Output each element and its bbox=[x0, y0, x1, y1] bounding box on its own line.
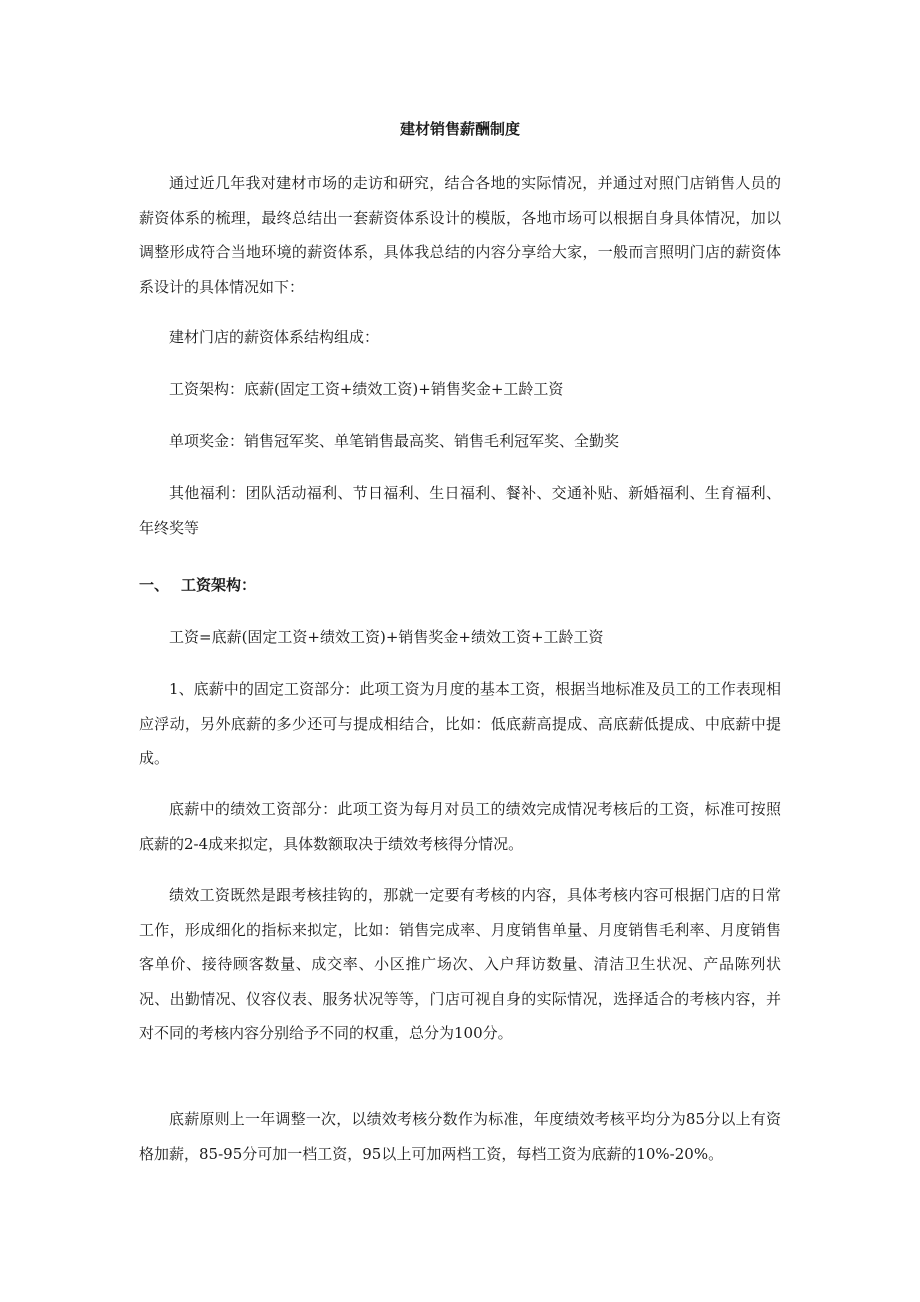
performance-salary-paragraph: 底薪中的绩效工资部分：此项工资为每月对员工的绩效完成情况考核后的工资，标准可按照底薪的2-4成来拟定，具体数额取决于绩效考核得分情况。 bbox=[139, 800, 781, 853]
intro-paragraph: 通过近几年我对建材市场的走访和研究，结合各地的实际情况，并通过对照门店销售人员的薪资体系的梳理，最终总结出一套薪资体系设计的模版，各地市场可以根据自身具体情况，加以调整形成符合当地环境的薪资体系，具体我总结的内容分享给大家，一般而言照明门店的薪资体系设计的具体情况如下： bbox=[139, 174, 781, 296]
salary-structure-paragraph: 工资架构：底薪(固定工资+绩效工资)+销售奖金+工龄工资 bbox=[169, 380, 564, 398]
section-heading bbox=[139, 574, 781, 596]
other-benefits-paragraph: 其他福利：团队活动福利、节日福利、生日福利、餐补、交通补贴、新婚福利、生育福利、年终奖等 bbox=[139, 484, 781, 537]
structure-intro-paragraph: 建材门店的薪资体系结构组成： bbox=[169, 328, 380, 346]
document-title: 建材销售薪酬制度 bbox=[399, 120, 520, 138]
performance-assessment-paragraph: 绩效工资既然是跟考核挂钩的，那就一定要有考核的内容，具体考核内容可根据门店的日常工作，形成细化的指标来拟定，比如：销售完成率、月度销售单量、月度销售毛利率、月度销售客单价、接待顾客数量、成交率、小区推广场次、入户拜访数量、清洁卫生状况、产品陈列状况、出勤情况、仪容仪表、服务状况等等，门店可视自身的实际情况，选择适合的考核内容，并对不同的考核内容分别给予不同的权重，总分为100分。 bbox=[139, 886, 781, 1042]
section-heading-text: 工资架构： bbox=[181, 576, 257, 594]
section-number: 一、 bbox=[139, 576, 170, 594]
salary-formula-paragraph: 工资=底薪(固定工资+绩效工资)+销售奖金+绩效工资+工龄工资 bbox=[169, 628, 604, 646]
single-bonus-paragraph: 单项奖金：销售冠军奖、单笔销售最高奖、销售毛利冠军奖、全勤奖 bbox=[169, 432, 620, 450]
fixed-salary-paragraph: 1、底薪中的固定工资部分：此项工资为月度的基本工资，根据当地标准及员工的工作表现相应浮动，另外底薪的多少还可与提成相结合，比如：低底薪高提成、高底薪低提成、中底薪中提成。 bbox=[139, 680, 781, 767]
salary-adjustment-paragraph: 底薪原则上一年调整一次，以绩效考核分数作为标准，年度绩效考核平均分为85分以上有资格加薪，85-95分可加一档工资，95以上可加两档工资，每档工资为底薪的10%-20%。 bbox=[139, 1110, 781, 1163]
